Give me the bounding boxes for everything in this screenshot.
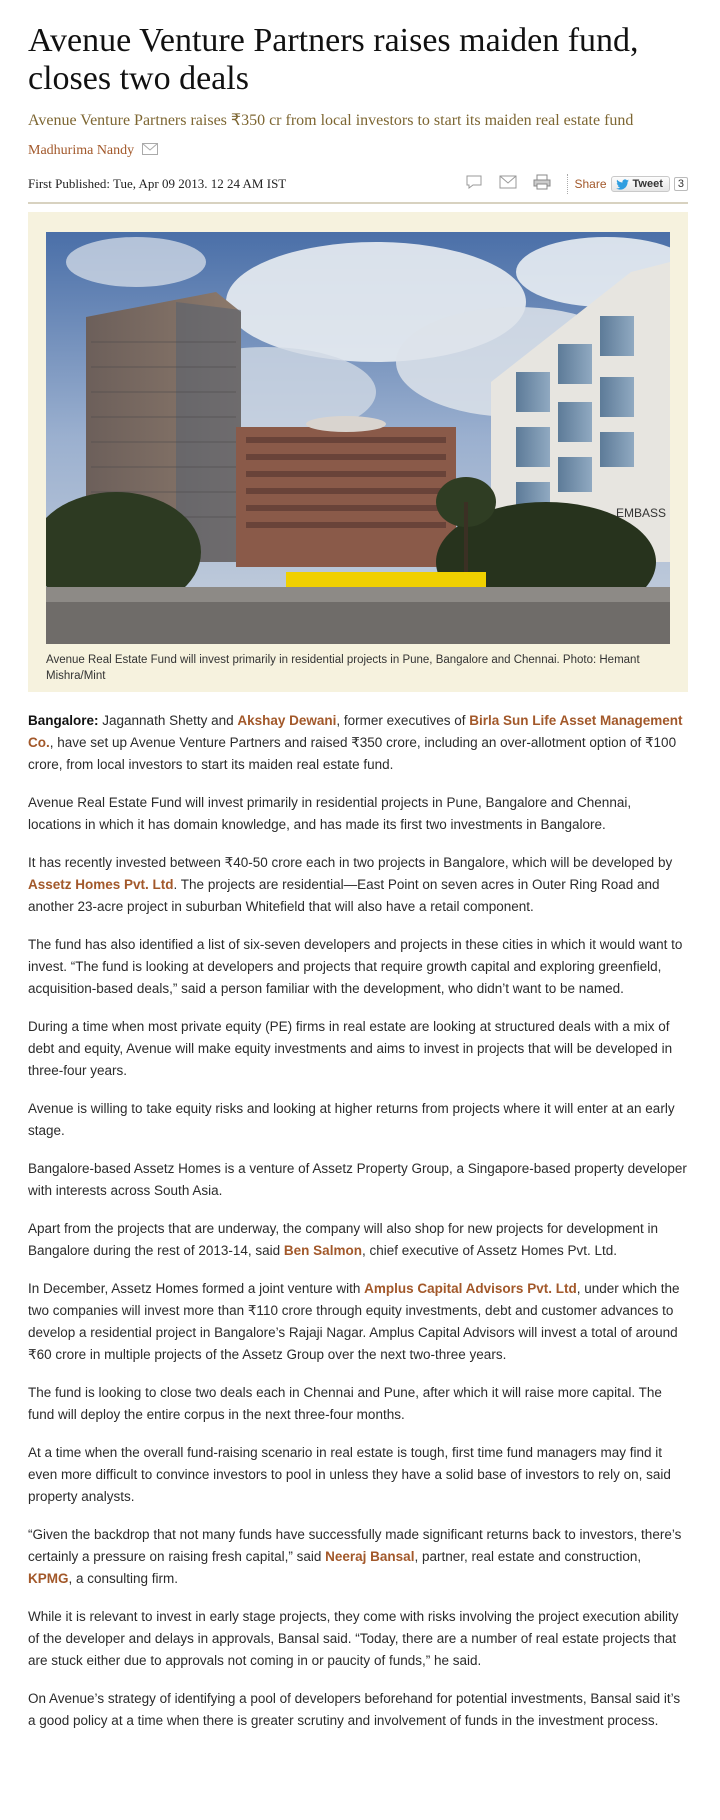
paragraph: At a time when the overall fund-raising scenario in real estate is tough, first time fund managers may find it even more difficult to convince investors to pool in unless they have a solid base of investors to rely on, said property analysts. bbox=[28, 1445, 671, 1504]
paragraph bbox=[28, 1524, 688, 1590]
article-body bbox=[28, 710, 688, 1732]
text: , a consulting firm. bbox=[68, 1571, 179, 1586]
company-link-amplus-capital[interactable]: Amplus Capital Advisors Pvt. Ltd bbox=[364, 1281, 577, 1296]
paragraph bbox=[28, 710, 688, 776]
text: Apart from the projects that are underway, the company will also shop for new projects for development in Bangalore during the rest of 2013-14, said bbox=[28, 1221, 659, 1258]
text: . The projects are residential—East Point on seven acres in Outer Ring Road and another 23-acre project in suburban Whitefield that will also have a retail component. bbox=[28, 877, 660, 914]
lead-figure bbox=[28, 212, 688, 692]
share-divider bbox=[567, 174, 568, 194]
paragraph bbox=[28, 852, 688, 918]
text: , chief executive of Assetz Homes Pvt. Ltd. bbox=[361, 1243, 618, 1258]
paragraph: While it is relevant to invest in early stage projects, they come with risks involving the project execution ability of the developer and delays in approvals, Bansal said. “Today, there are a number of real estate projects that are stuck either due to approvals not coming in or paucity of funds,” he said. bbox=[28, 1609, 679, 1668]
meta-bar bbox=[28, 170, 688, 204]
paragraph: Avenue is willing to take equity risks and looking at higher returns from projects where it will enter at an early stage. bbox=[28, 1101, 675, 1138]
email-icon[interactable] bbox=[499, 175, 517, 194]
tweet-button[interactable] bbox=[611, 176, 670, 192]
person-link-akshay-dewani[interactable]: Akshay Dewani bbox=[237, 713, 337, 728]
text: , former executives of bbox=[336, 713, 470, 728]
email-author-icon[interactable] bbox=[142, 142, 158, 160]
company-link-birla-sun-life[interactable]: Birla Sun Life Asset Management Co. bbox=[28, 713, 683, 750]
lead-photo bbox=[46, 232, 670, 644]
person-link-neeraj-bansal[interactable]: Neeraj Bansal bbox=[325, 1549, 415, 1564]
article bbox=[28, 0, 688, 1732]
paragraph: During a time when most private equity (PE) firms in real estate are looking at structured deals with a mix of debt and equity, Avenue will make equity investments and aims to invest in projects that will be developed in three-four years. bbox=[28, 1019, 673, 1078]
share-tools bbox=[449, 174, 688, 195]
paragraph: On Avenue’s strategy of identifying a pool of developers beforehand for potential investments, Bansal said it’s a good policy at a time when there is greater scrutiny and involvement of funds in the investment process. bbox=[28, 1691, 681, 1728]
text: It has recently invested between ₹40-50 crore each in two projects in Bangalore, which will be developed by bbox=[28, 855, 673, 870]
company-link-assetz-homes[interactable]: Assetz Homes Pvt. Ltd bbox=[28, 877, 174, 892]
text: “Given the backdrop that not many funds have successfully made significant returns back to investors, there’s certainly a pressure on raising fresh capital,” said bbox=[28, 1527, 682, 1564]
dateline: Bangalore: bbox=[28, 713, 99, 728]
print-icon[interactable] bbox=[533, 174, 551, 195]
paragraph bbox=[28, 1218, 688, 1262]
author-link[interactable]: Madhurima Nandy bbox=[28, 143, 135, 158]
tweet-count: 3 bbox=[674, 177, 688, 191]
article-subhead: Avenue Venture Partners raises ₹350 cr from local investors to start its maiden real estate fund bbox=[28, 112, 634, 129]
building-sign: EMBASS bbox=[616, 506, 667, 520]
paragraph: The fund is looking to close two deals each in Chennai and Pune, after which it will raise more capital. The fund will deploy the entire corpus in the next three-four months. bbox=[28, 1385, 662, 1422]
paragraph: The fund has also identified a list of six-seven developers and projects in these cities in which it would want to invest. “The fund is looking at developers and projects that require growth capital and exploring greenfield, acquisition-based deals,” said a person familiar with the development, who didn’t want to be named. bbox=[28, 937, 683, 996]
photo-caption: Avenue Real Estate Fund will invest primarily in residential projects in Pune, Bangalore and Chennai. Photo: Hemant Mishra/Mint bbox=[46, 654, 640, 682]
byline bbox=[28, 142, 688, 160]
published-date: First Published: Tue, Apr 09 2013. 12 24 AM IST bbox=[28, 176, 287, 191]
paragraph bbox=[28, 1278, 688, 1366]
twitter-bird-icon bbox=[616, 179, 630, 190]
text: Jagannath Shetty and bbox=[98, 713, 238, 728]
tweet-label: Tweet bbox=[632, 178, 663, 190]
text: , partner, real estate and construction, bbox=[414, 1549, 642, 1564]
paragraph: Avenue Real Estate Fund will invest primarily in residential projects in Pune, Bangalore and Chennai, locations in which it has domain knowledge, and has made its first two investments in Bangalore. bbox=[28, 795, 632, 832]
person-link-ben-salmon[interactable]: Ben Salmon bbox=[283, 1243, 362, 1258]
paragraph: Bangalore-based Assetz Homes is a venture of Assetz Property Group, a Singapore-based property developer with interests across South Asia. bbox=[28, 1161, 687, 1198]
article-headline: Avenue Venture Partners raises maiden fund, closes two deals bbox=[28, 22, 639, 97]
company-link-kpmg[interactable]: KPMG bbox=[28, 1571, 69, 1586]
text: In December, Assetz Homes formed a joint venture with bbox=[28, 1281, 365, 1296]
text: , under which the two companies will invest more than ₹110 crore through equity investments, debt and customer advances to develop a residential project in Bangalore’s Rajaji Nagar. Amplus Capital Advisors will invest a total of around ₹60 crore in multiple projects of the Assetz Group over the next two-three years. bbox=[28, 1281, 680, 1362]
text: , have set up Avenue Venture Partners and raised ₹350 crore, including an over-allotment option of ₹100 crore, from local investors to start its maiden real estate fund. bbox=[28, 735, 677, 772]
share-label: Share bbox=[574, 177, 607, 191]
comment-icon[interactable] bbox=[465, 174, 483, 195]
